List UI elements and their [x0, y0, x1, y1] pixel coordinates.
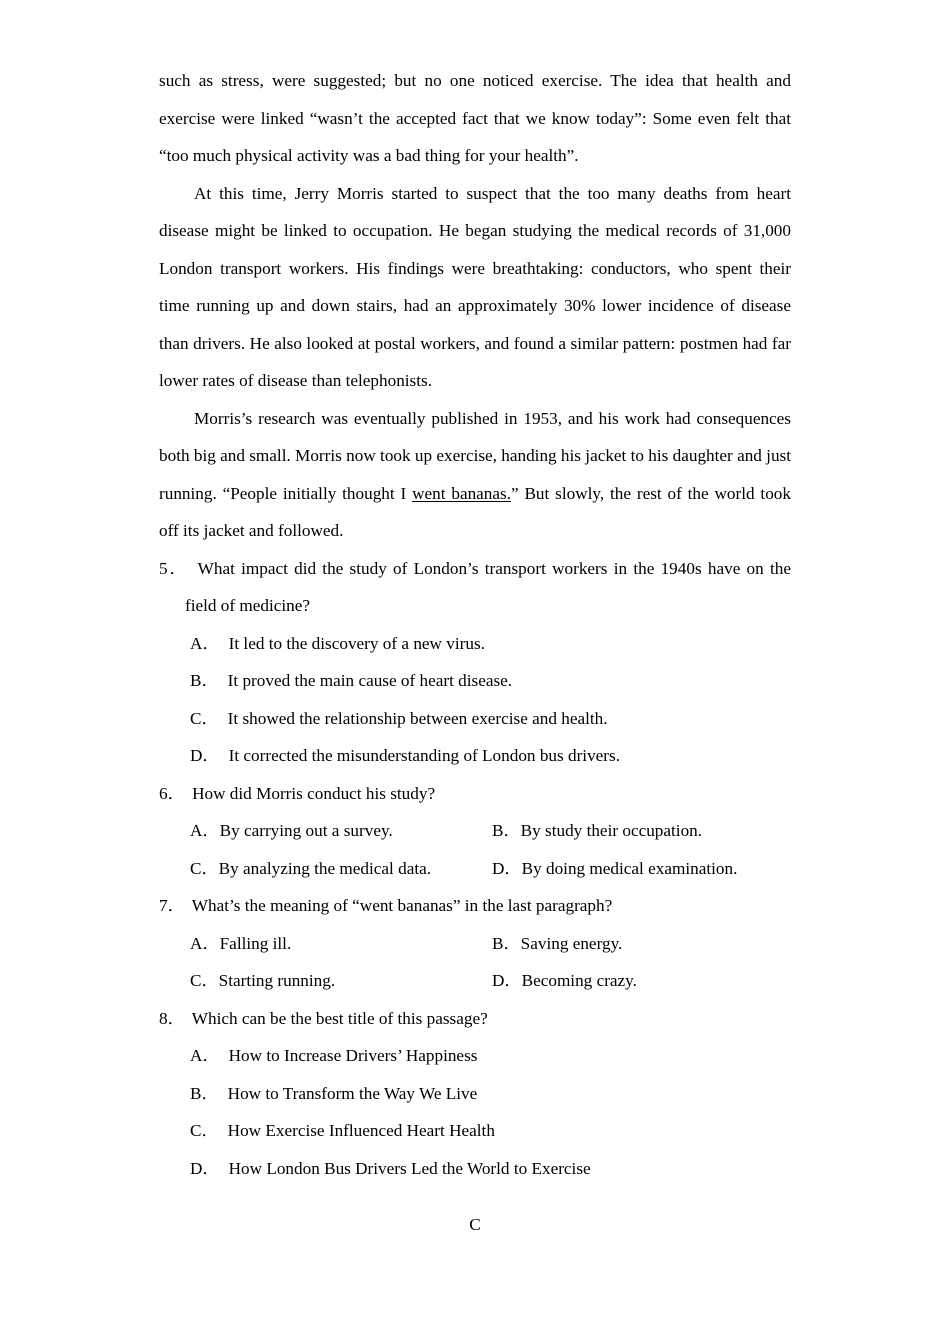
option-label: [190, 971, 219, 990]
option-letter: B: [190, 1083, 202, 1103]
option-separator: ．: [201, 971, 219, 990]
option-separator: ．: [202, 1158, 220, 1178]
option-text: It showed the relationship between exercise and health.: [227, 708, 608, 728]
question-stem-text: What’s the meaning of “went bananas” in the last paragraph?: [191, 896, 613, 915]
passage-paragraph: [159, 175, 791, 400]
passage-text: such as stress, were suggested; but no one noticed exercise. The idea that health and exercise were linked “wasn’t the accepted fact that we know today”: Some even felt that “too much physical activity was a bad thing for your health”.: [159, 71, 791, 165]
option-item[interactable]: [492, 925, 622, 963]
question-block: [159, 1000, 791, 1188]
option-item[interactable]: [159, 700, 791, 738]
option-list: [159, 1037, 791, 1187]
option-row: [159, 962, 791, 1000]
question-number-value: 5: [159, 558, 168, 578]
option-text: By carrying out a survey.: [219, 821, 393, 840]
option-item[interactable]: [190, 850, 431, 888]
question-separator: ．: [167, 1008, 185, 1028]
option-label: [492, 821, 521, 840]
option-row: [159, 925, 791, 963]
option-letter: D: [190, 746, 203, 765]
question-number: [159, 784, 188, 803]
question-separator: ．: [167, 783, 185, 803]
option-separator: ．: [202, 821, 220, 840]
option-item[interactable]: [159, 737, 791, 775]
option-label: [190, 737, 222, 775]
option-text: It led to the discovery of a new virus.: [228, 633, 485, 653]
question-block: [159, 550, 791, 775]
questions-list: [159, 550, 791, 1188]
question-stem: [159, 550, 791, 625]
option-text: How Exercise Influenced Heart Health: [227, 1121, 495, 1140]
option-item[interactable]: [190, 925, 291, 963]
question-number: [159, 896, 188, 915]
option-text: By doing medical examination.: [521, 858, 738, 878]
passage-paragraph: [159, 400, 791, 550]
option-text: How to Increase Drivers’ Happiness: [228, 1046, 478, 1065]
option-label: [190, 859, 219, 878]
option-separator: ．: [201, 1083, 219, 1103]
option-item[interactable]: [190, 812, 393, 850]
option-separator: ．: [504, 858, 522, 878]
page-mark: C: [469, 1215, 481, 1234]
option-letter: B: [492, 821, 504, 840]
option-letter: D: [492, 971, 505, 990]
option-separator: ．: [503, 933, 521, 953]
option-separator: ．: [201, 708, 219, 728]
question-stem-text: How did Morris conduct his study?: [192, 783, 436, 803]
question-separator: ．: [167, 896, 185, 915]
option-letter: C: [190, 858, 202, 878]
option-separator: ．: [202, 633, 220, 653]
option-letter: A: [190, 821, 203, 840]
passage-text: ” But slowly, the rest of the world took off its jacket and followed.: [159, 483, 791, 540]
question-stem: [159, 1000, 791, 1038]
option-label: [190, 700, 221, 738]
question-separator: ．: [167, 558, 189, 578]
option-separator: ．: [202, 746, 220, 765]
option-text: Becoming crazy.: [521, 971, 637, 990]
option-label: [492, 971, 522, 990]
document-page: [159, 62, 791, 1187]
option-text: By analyzing the medical data.: [218, 858, 432, 878]
option-label: [492, 934, 521, 953]
option-separator: ．: [201, 1121, 219, 1140]
option-label: [190, 1150, 222, 1188]
question-stem: [159, 887, 791, 925]
question-number: [159, 559, 192, 578]
option-label: [190, 934, 220, 953]
option-separator: ．: [201, 858, 219, 878]
question-number-value: 6: [159, 783, 168, 803]
option-separator: ．: [202, 933, 220, 953]
option-item[interactable]: [159, 1112, 791, 1150]
option-item[interactable]: [159, 625, 791, 663]
option-item[interactable]: [159, 1075, 791, 1113]
option-text: By study their occupation.: [520, 821, 703, 840]
option-letter: C: [190, 708, 202, 728]
passage-body: [159, 62, 791, 550]
question-stem: [159, 775, 791, 813]
option-letter: B: [190, 671, 202, 690]
question-number-value: 8: [159, 1008, 168, 1028]
option-item[interactable]: [159, 662, 791, 700]
option-label: [190, 625, 222, 663]
option-item[interactable]: [492, 850, 737, 888]
option-label: [190, 1075, 221, 1113]
option-label: [190, 662, 221, 700]
question-number: [159, 1009, 188, 1028]
option-item[interactable]: [492, 962, 637, 1000]
option-text: How London Bus Drivers Led the World to Exercise: [228, 1158, 591, 1178]
option-row: [159, 850, 791, 888]
option-text: Saving energy.: [520, 933, 623, 953]
question-stem-text: Which can be the best title of this passage?: [191, 1008, 488, 1028]
underlined-phrase: went bananas.: [412, 483, 511, 503]
option-list: [159, 625, 791, 775]
option-label: [190, 1037, 222, 1075]
option-item[interactable]: [159, 1037, 791, 1075]
question-number-value: 7: [159, 896, 168, 915]
option-letter: D: [492, 858, 505, 878]
option-letter: A: [190, 1046, 203, 1065]
option-text: How to Transform the Way We Live: [227, 1083, 478, 1103]
question-block: [159, 887, 791, 1000]
option-letter: C: [190, 971, 202, 990]
option-text: It corrected the misunderstanding of London bus drivers.: [228, 746, 621, 765]
option-text: Falling ill.: [219, 933, 292, 953]
passage-paragraph: [159, 62, 791, 175]
option-letter: A: [190, 933, 203, 953]
option-label: [190, 1112, 221, 1150]
option-letter: B: [492, 933, 504, 953]
option-separator: ．: [504, 971, 522, 990]
option-label: [190, 821, 220, 840]
passage-text: Morris’s research was eventually published in 1953, and his work had consequences both big and small. Morris now took up exercise, handing his jacket to his daughter and just running. “People initially thought I: [159, 408, 792, 503]
option-letter: C: [190, 1121, 202, 1140]
option-row: [159, 812, 791, 850]
option-item[interactable]: [190, 962, 335, 1000]
option-separator: ．: [202, 1046, 220, 1065]
option-separator: ．: [201, 671, 219, 690]
option-text: It proved the main cause of heart disease.: [227, 671, 513, 690]
option-letter: A: [190, 633, 203, 653]
passage-text: At this time, Jerry Morris started to suspect that the too many deaths from heart disease might be linked to occupation. He began studying the medical records of 31,000 London transport workers. His findings were breathtaking: conductors, who spent their time running up and down stairs, had an approximately 30% lower incidence of disease than drivers. He also looked at postal workers, and found a similar pattern: postmen had far lower rates of disease than telephonists.: [159, 183, 791, 390]
option-letter: D: [190, 1158, 203, 1178]
option-label: [492, 859, 522, 878]
question-block: [159, 775, 791, 888]
option-item[interactable]: [159, 1150, 791, 1188]
option-text: Starting running.: [218, 971, 336, 990]
option-item[interactable]: [492, 812, 702, 850]
option-separator: ．: [503, 821, 521, 840]
question-stem-text: What impact did the study of London’s transport workers in the 1940s have on the field of medicine?: [185, 558, 791, 615]
